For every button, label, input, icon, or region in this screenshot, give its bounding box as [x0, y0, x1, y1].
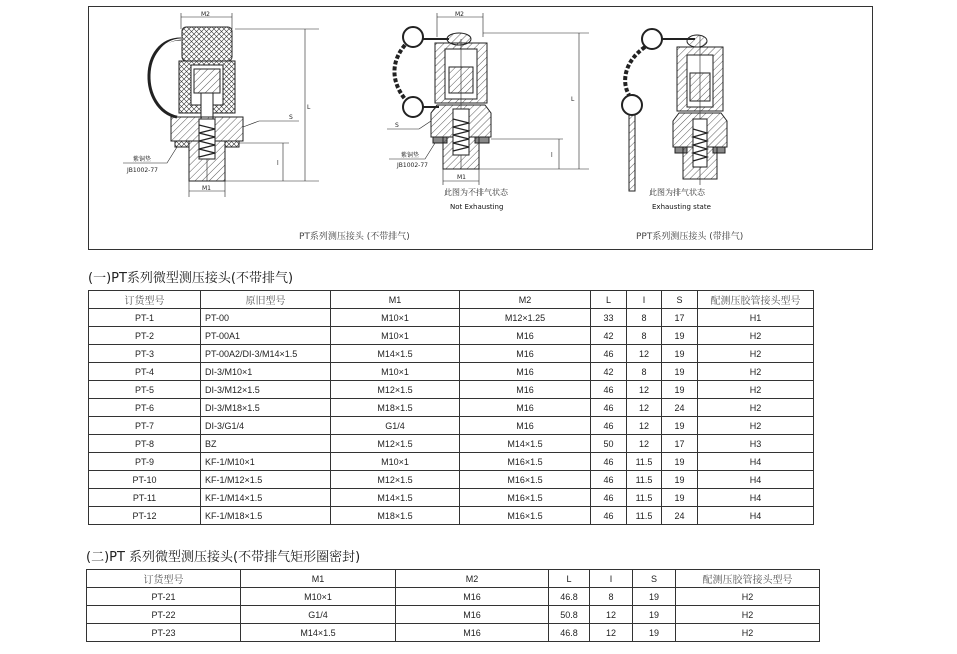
table-cell: G1/4	[241, 606, 396, 624]
table-cell: PT-00	[201, 309, 331, 327]
table-cell: H2	[698, 327, 814, 345]
table-cell: M12×1.5	[331, 381, 460, 399]
col-i: I	[590, 570, 633, 588]
dim-m1-label: M1	[202, 185, 211, 192]
figure-title-ppt: PPT系列测压接头 (带排气)	[636, 232, 744, 242]
table-cell: 8	[627, 309, 662, 327]
table-cell: M16	[460, 327, 591, 345]
table-row	[87, 606, 820, 624]
table-header-row	[89, 291, 814, 309]
table-row	[89, 381, 814, 399]
ppt-exhausting-drawing	[617, 25, 747, 200]
washer-standard: JB1002-77	[127, 167, 158, 174]
table-cell: M16	[460, 417, 591, 435]
table-header-row	[87, 570, 820, 588]
table-cell: H3	[698, 435, 814, 453]
table-cell: 46	[591, 345, 627, 363]
table-cell: H2	[698, 363, 814, 381]
table-cell: M10×1	[241, 588, 396, 606]
table-cell: DI-3/G1/4	[201, 417, 331, 435]
table-cell: PT-5	[89, 381, 201, 399]
table-cell: KF-1/M18×1.5	[201, 507, 331, 525]
table-cell: M10×1	[331, 453, 460, 471]
table-cell: 46	[591, 453, 627, 471]
table-cell: PT-4	[89, 363, 201, 381]
table-row	[89, 327, 814, 345]
table-cell: PT-00A1	[201, 327, 331, 345]
table-cell: KF-1/M14×1.5	[201, 489, 331, 507]
table-cell: DI-3/M18×1.5	[201, 399, 331, 417]
table-cell: 19	[633, 624, 676, 642]
table-cell: 11.5	[627, 471, 662, 489]
table-cell: M16	[460, 363, 591, 381]
table-cell: 19	[633, 606, 676, 624]
table-row	[89, 399, 814, 417]
table-cell: 11.5	[627, 453, 662, 471]
table-cell: M16	[460, 399, 591, 417]
col-i: I	[627, 291, 662, 309]
table-cell: M14×1.5	[331, 489, 460, 507]
dim-s-label: S	[395, 122, 399, 129]
table-cell: H2	[676, 606, 820, 624]
table-cell: M12×1.5	[331, 435, 460, 453]
table-cell: 46	[591, 489, 627, 507]
table-cell: 8	[627, 327, 662, 345]
table-row	[89, 489, 814, 507]
table-cell: M14×1.5	[460, 435, 591, 453]
table-cell: M16	[396, 606, 549, 624]
table-cell: H4	[698, 471, 814, 489]
table-cell: M14×1.5	[331, 345, 460, 363]
col-s: S	[662, 291, 698, 309]
table-cell: M12×1.5	[331, 471, 460, 489]
figure-title-pt: PT系列测压接头 (不带排气)	[299, 232, 410, 242]
pt-spec-table	[88, 290, 814, 525]
caption-exhausting-en: Exhausting state	[652, 203, 711, 211]
table-row	[89, 417, 814, 435]
table-cell: PT-3	[89, 345, 201, 363]
dim-thread-label: l	[551, 152, 553, 159]
table-cell: M16	[460, 345, 591, 363]
table-row	[89, 435, 814, 453]
table-cell: 50.8	[549, 606, 590, 624]
washer-standard: JB1002-77	[397, 162, 428, 169]
pt-rect-seal-spec-table	[86, 569, 820, 642]
table-cell: KF-1/M12×1.5	[201, 471, 331, 489]
table-cell: M18×1.5	[331, 507, 460, 525]
table-cell: PT-10	[89, 471, 201, 489]
table-cell: 46	[591, 471, 627, 489]
table-cell: M10×1	[331, 309, 460, 327]
table-cell: M12×1.25	[460, 309, 591, 327]
col-order-model: 订货型号	[89, 291, 201, 309]
table-cell: 19	[662, 327, 698, 345]
table-cell: KF-1/M10×1	[201, 453, 331, 471]
table-cell: PT-11	[89, 489, 201, 507]
table-cell: 12	[627, 345, 662, 363]
table-cell: PT-6	[89, 399, 201, 417]
table-cell: 46	[591, 417, 627, 435]
table1-title: (一)PT系列微型测压接头(不带排气)	[88, 271, 294, 286]
col-m1: M1	[241, 570, 396, 588]
table-cell: 12	[627, 435, 662, 453]
table-cell: M16×1.5	[460, 489, 591, 507]
table-cell: 19	[662, 417, 698, 435]
table-cell: H2	[676, 588, 820, 606]
col-order-model: 订货型号	[87, 570, 241, 588]
table-cell: H2	[698, 345, 814, 363]
table-cell: 19	[662, 381, 698, 399]
pt-not-exhausting-drawing	[379, 9, 589, 189]
pt-fitting-section-drawing	[119, 9, 329, 199]
table-cell: 42	[591, 363, 627, 381]
table-cell: H1	[698, 309, 814, 327]
table-cell: PT-7	[89, 417, 201, 435]
dim-m2-label: M2	[201, 11, 210, 18]
table-cell: M18×1.5	[331, 399, 460, 417]
table-cell: G1/4	[331, 417, 460, 435]
table-cell: 46	[591, 399, 627, 417]
table-cell: M16	[460, 381, 591, 399]
table-cell: 11.5	[627, 507, 662, 525]
table-row	[89, 507, 814, 525]
table-cell: PT-2	[89, 327, 201, 345]
table-cell: 46	[591, 381, 627, 399]
table-cell: 24	[662, 507, 698, 525]
col-hose-fitting: 配测压胶管接头型号	[698, 291, 814, 309]
col-m2: M2	[396, 570, 549, 588]
table-cell: 12	[627, 381, 662, 399]
table-cell: DI-3/M12×1.5	[201, 381, 331, 399]
dim-l-label: L	[307, 104, 311, 111]
table-cell: 19	[662, 345, 698, 363]
table-cell: M16×1.5	[460, 453, 591, 471]
col-m1: M1	[331, 291, 460, 309]
table-cell: H4	[698, 489, 814, 507]
washer-label: 紫铜垫	[401, 152, 420, 159]
table-cell: M10×1	[331, 327, 460, 345]
table-cell: M16×1.5	[460, 471, 591, 489]
table-cell: 12	[627, 417, 662, 435]
table-cell: PT-21	[87, 588, 241, 606]
caption-not-exhausting-en: Not Exhausting	[450, 203, 504, 211]
table-cell: BZ	[201, 435, 331, 453]
table-row	[87, 588, 820, 606]
table-cell: 19	[662, 453, 698, 471]
col-hose-fitting: 配测压胶管接头型号	[676, 570, 820, 588]
table-cell: 19	[633, 588, 676, 606]
dim-l-label: L	[571, 96, 575, 103]
technical-drawing-panel	[88, 6, 873, 250]
table-cell: 17	[662, 309, 698, 327]
table-cell: 33	[591, 309, 627, 327]
table-row	[87, 624, 820, 642]
table-row	[89, 309, 814, 327]
caption-not-exhausting-cn: 此图为不排气状态	[444, 188, 508, 197]
table-row	[89, 453, 814, 471]
table-cell: 46.8	[549, 624, 590, 642]
table-cell: H2	[698, 399, 814, 417]
table2-title: (二)PT 系列微型测压接头(不带排气矩形圈密封)	[86, 550, 361, 565]
table-cell: PT-8	[89, 435, 201, 453]
table-cell: 12	[590, 624, 633, 642]
table-cell: M16×1.5	[460, 507, 591, 525]
table-cell: 17	[662, 435, 698, 453]
washer-label: 紫铜垫	[133, 156, 152, 163]
table-cell: H4	[698, 453, 814, 471]
table-cell: 46.8	[549, 588, 590, 606]
table-cell: M16	[396, 588, 549, 606]
table-cell: M16	[396, 624, 549, 642]
dim-thread-label: l	[277, 160, 279, 167]
table-cell: 19	[662, 363, 698, 381]
col-l: L	[549, 570, 590, 588]
table-cell: PT-22	[87, 606, 241, 624]
table-cell: H2	[676, 624, 820, 642]
dim-m1-label: M1	[457, 174, 466, 181]
table-cell: DI-3/M10×1	[201, 363, 331, 381]
table-cell: H4	[698, 507, 814, 525]
table-row	[89, 471, 814, 489]
col-s: S	[633, 570, 676, 588]
table-cell: 8	[627, 363, 662, 381]
table-row	[89, 363, 814, 381]
table-cell: 50	[591, 435, 627, 453]
col-l: L	[591, 291, 627, 309]
dim-m2-label: M2	[455, 11, 464, 18]
dim-s-label: S	[289, 114, 293, 121]
table-cell: 11.5	[627, 489, 662, 507]
table-cell: 19	[662, 471, 698, 489]
table-cell: PT-1	[89, 309, 201, 327]
table-cell: PT-9	[89, 453, 201, 471]
col-old-model: 原旧型号	[201, 291, 331, 309]
table-cell: M14×1.5	[241, 624, 396, 642]
table-cell: 12	[590, 606, 633, 624]
table-cell: 8	[590, 588, 633, 606]
table-cell: 46	[591, 507, 627, 525]
table-cell: PT-12	[89, 507, 201, 525]
table-cell: 24	[662, 399, 698, 417]
table-cell: PT-00A2/DI-3/M14×1.5	[201, 345, 331, 363]
table-cell: 42	[591, 327, 627, 345]
col-m2: M2	[460, 291, 591, 309]
table-cell: 19	[662, 489, 698, 507]
table-cell: 12	[627, 399, 662, 417]
table-cell: H2	[698, 381, 814, 399]
table-cell: M10×1	[331, 363, 460, 381]
table-cell: H2	[698, 417, 814, 435]
caption-exhausting-cn: 此图为排气状态	[649, 188, 705, 197]
table-cell: PT-23	[87, 624, 241, 642]
table-row	[89, 345, 814, 363]
